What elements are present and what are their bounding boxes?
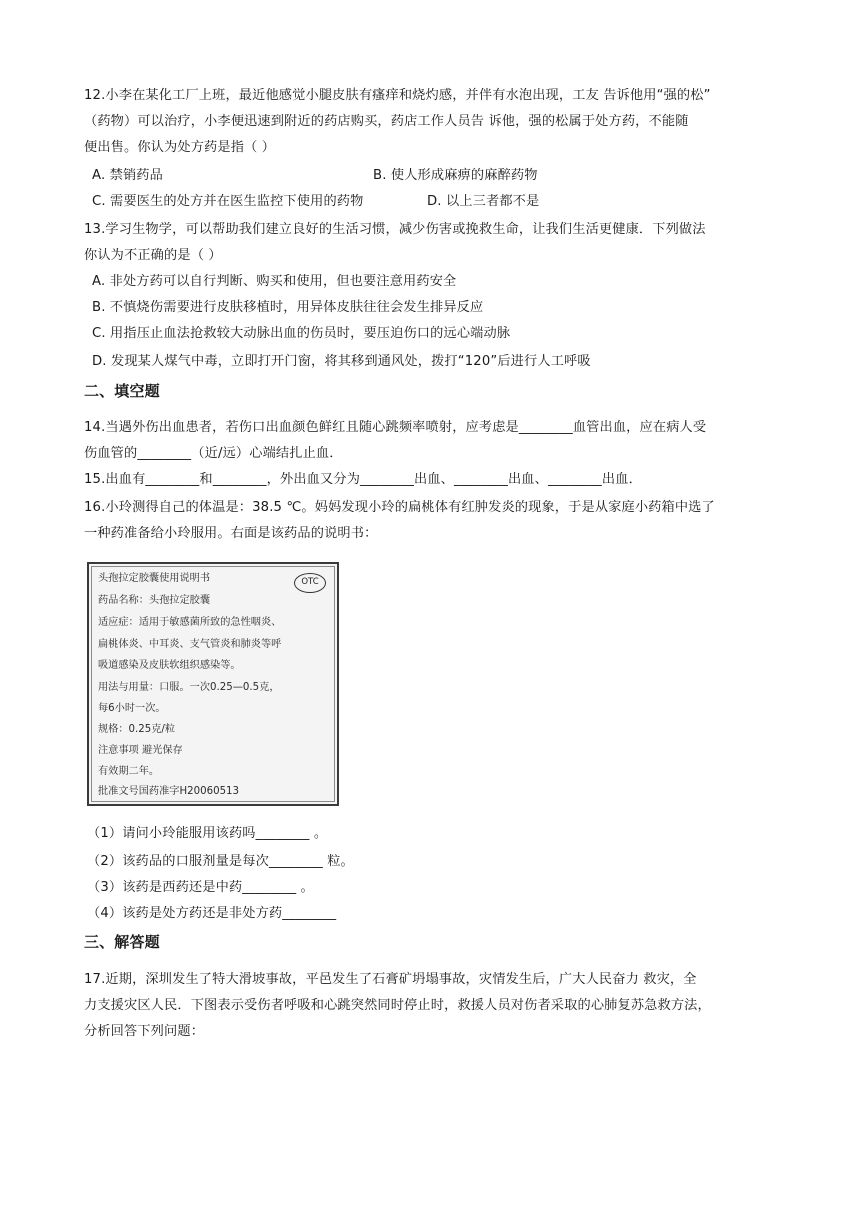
leaflet-line-spec: 规格：0.25克/粒	[98, 724, 176, 735]
medicine-leaflet-image	[87, 562, 339, 806]
q13-stem-line2: 你认为不正确的是（ ）	[84, 248, 222, 263]
q12-stem-line1: 12.小李在某化工厂上班，最近他感觉小腿皮肤有瘙痒和烧灼感，并伴有水泡出现，工友 告诉他用“强的松”	[84, 88, 711, 103]
q16-subquestion-3: （3）该药是西药还是中药________ 。	[87, 880, 314, 895]
section-heading-fill-in: 二、填空题	[84, 382, 160, 400]
leaflet-line-drug-name: 药品名称：头孢拉定胶囊	[98, 595, 211, 606]
leaflet-line-validity: 有效期二年。	[98, 766, 160, 777]
leaflet-line-indication-2: 扁桃体炎、中耳炎、支气管炎和肺炎等呼	[98, 639, 282, 650]
q13-option-a: A. 非处方药可以自行判断、购买和使用，但也要注意用药安全	[92, 274, 457, 289]
otc-badge: OTC	[294, 573, 326, 593]
leaflet-line-indication-1: 适应症：适用于敏感菌所致的急性咽炎、	[98, 617, 282, 628]
q16-subquestion-4: （4）该药是处方药还是非处方药________	[87, 906, 337, 921]
q17-stem-line1: 17.近期，深圳发生了特大滑坡事故，平邑发生了石膏矿坍塌事故，灾情发生后，广大人民奋力 救灾，全	[84, 972, 697, 987]
q16-stem-line1: 16.小玲测得自己的体温是：38.5 ℃。妈妈发现小玲的扁桃体有红肿发炎的现象，于是从家庭小药箱中选了	[84, 500, 715, 515]
leaflet-frame	[91, 566, 335, 802]
q16-stem-line2: 一种药准备给小玲服用。右面是该药品的说明书：	[84, 526, 378, 541]
section-heading-answer: 三、解答题	[84, 933, 160, 951]
q12-option-a: A. 禁销药品	[92, 168, 163, 183]
leaflet-line-dosage-2: 每6小时一次。	[98, 703, 166, 714]
q17-stem-line3: 分析回答下列问题：	[84, 1024, 205, 1039]
q13-option-b: B. 不慎烧伤需要进行皮肤移植时，用异体皮肤往往会发生排异反应	[92, 300, 484, 315]
q13-stem-line1: 13.学习生物学，可以帮助我们建立良好的生活习惯，减少伤害或挽救生命，让我们生活更健康．下列做法	[84, 222, 706, 237]
q12-option-d: D. 以上三者都不是	[427, 194, 540, 209]
q16-subquestion-1: （1）请问小玲能服用该药吗________ 。	[87, 826, 328, 841]
q12-stem-line2: （药物）可以治疗，小李便迅速到附近的药店购买，药店工作人员告 诉他，强的松属于处方药，不能随	[84, 114, 689, 129]
q14-stem-line2: 伤血管的________（近/远）心端结扎止血．	[84, 446, 343, 461]
q17-stem-line2: 力支援灾区人民．下图表示受伤者呼吸和心跳突然同时停止时，救援人员对伤者采取的心肺复苏急救方法，	[84, 998, 711, 1013]
leaflet-line-approval: 批准文号国药准字H20060513	[98, 786, 240, 797]
leaflet-line-caution: 注意事项 避光保存	[98, 745, 183, 756]
q12-stem-line3: 便出售。你认为处方药是指（ ）	[84, 140, 276, 155]
q12-option-b: B. 使人形成麻痹的麻醉药物	[373, 168, 538, 183]
leaflet-title: 头孢拉定胶囊使用说明书	[98, 573, 211, 584]
q13-option-d: D. 发现某人煤气中毒，立即打开门窗，将其移到通风处，拨打“120”后进行人工呼吸	[92, 354, 591, 369]
leaflet-line-indication-3: 吸道感染及皮肤软组织感染等。	[98, 660, 241, 671]
leaflet-line-dosage-1: 用法与用量：口服。一次0.25—0.5克，	[98, 682, 280, 693]
q15-stem: 15.出血有________和________，外出血又分为________出血、________出血、________出血．	[84, 472, 642, 487]
q13-option-c: C. 用指压止血法抢救较大动脉出血的伤员时，要压迫伤口的远心端动脉	[92, 326, 511, 341]
q16-subquestion-2: （2）该药品的口服剂量是每次________ 粒。	[87, 854, 354, 869]
q14-stem-line1: 14.当遇外伤出血患者，若伤口出血颜色鲜红且随心跳频率喷射，应考虑是________血管出血，应在病人受	[84, 420, 707, 435]
q12-option-c: C. 需要医生的处方并在医生监控下使用的药物	[92, 194, 364, 209]
